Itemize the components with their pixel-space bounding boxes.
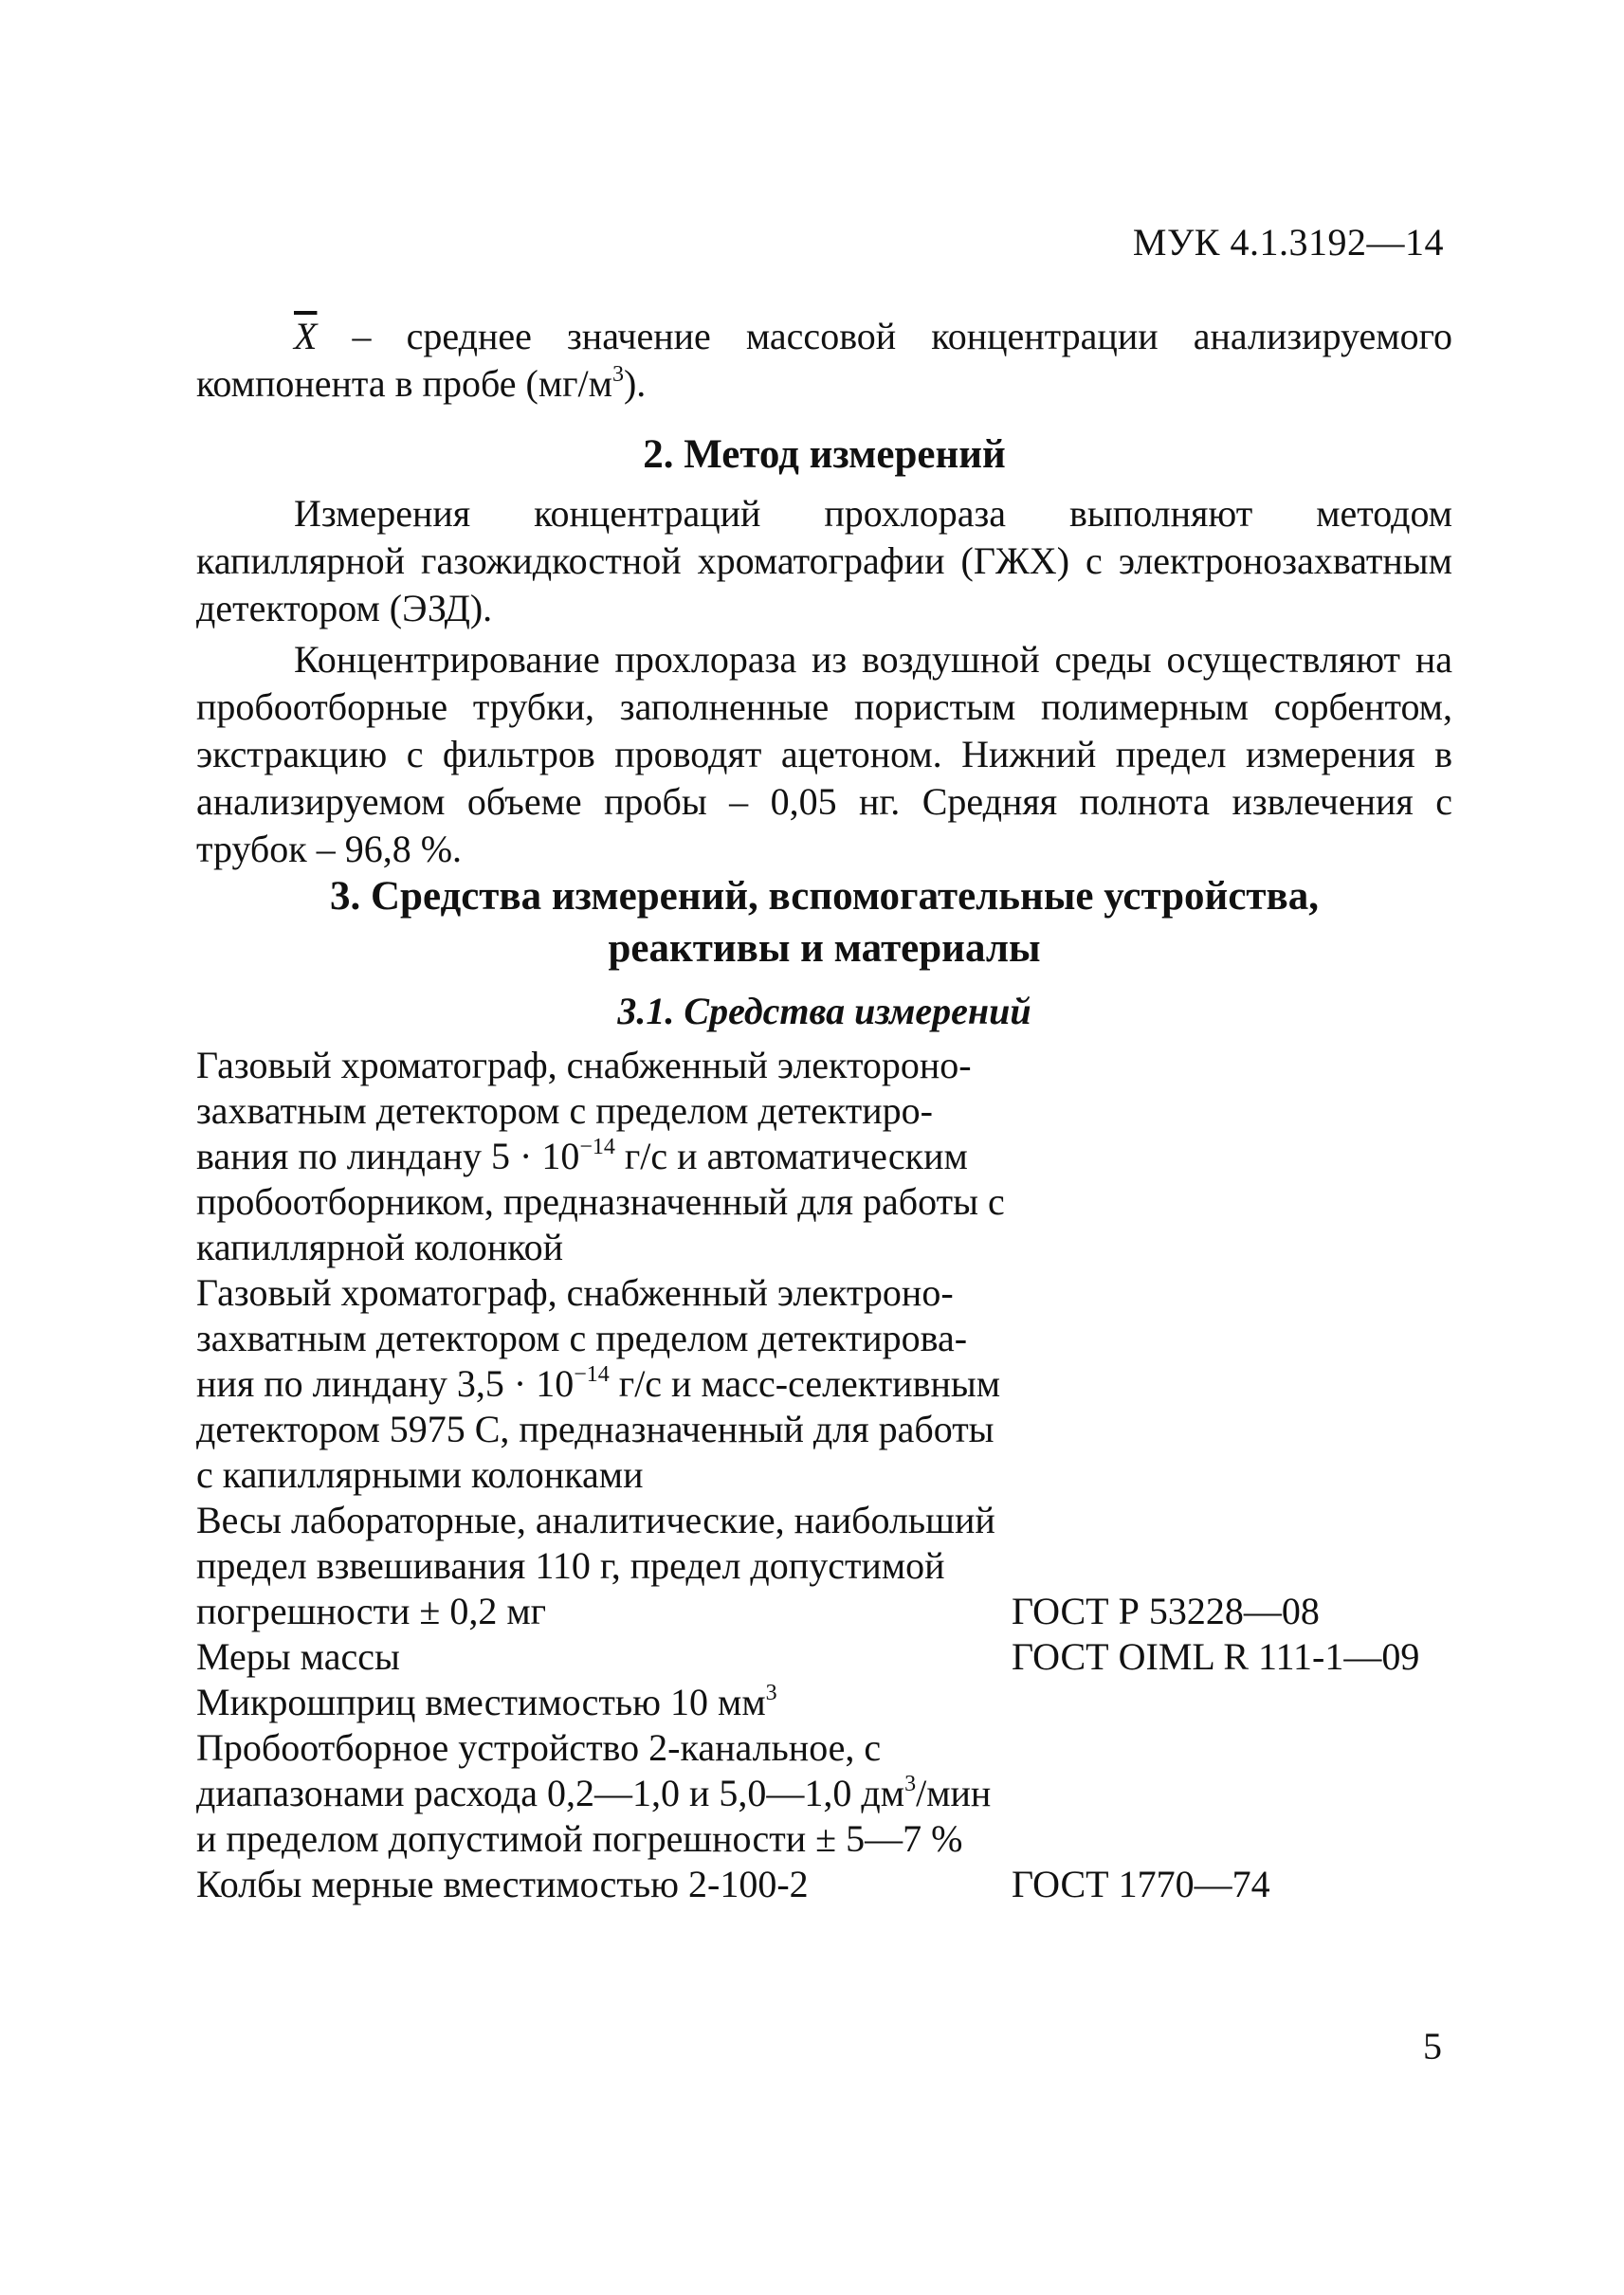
x-mean-symbol: $\overline{X}$	[294, 315, 318, 357]
list-item: Микрошприц вместимостью 10 $мм^3$	[196, 1681, 777, 1723]
list-item: Колбы мерные вместимостью 2-100-2 ГОСТ 1770—74	[196, 1863, 1270, 1905]
section-2-paragraph-1: Измерения концентраций прохлораза выполняют методом капиллярной газожидкостной хроматографии (ГЖХ) с электронозахватным детектором (ЭЗД).	[196, 492, 1452, 629]
list-item: Газовый хроматограф, снабженный электронозахватным детектором с пределом детектирования по линдану $3,5 \cdot 10^{-14}$ г/с и масс-селективным детектором 5975 С, предназначенный для работы с капиллярными колонками	[196, 1271, 1001, 1496]
intro-definition	[196, 313, 1452, 408]
list-item: Меры массы ГОСТ OIML R 111-1—09	[196, 1635, 1420, 1678]
standard-reference: ГОСТ 1770—74	[1012, 1863, 1270, 1905]
definition-paragraph: $\overline{X}$ – среднее значение массовой концентрации анализируемого компонента в пробе $(мг/м^3)$.	[196, 315, 1452, 405]
list-item: Пробоотборное устройство 2-канальное, с диапазонами расхода 0,2—1,0 и 5,0—1,0 $дм^3$/мин и пределом допустимой погрешности ± 5—7 %	[196, 1726, 992, 1860]
list-item: Газовый хроматограф, снабженный электоронозахватным детектором с пределом детектирования по линдану $5 \cdot 10^{-14}$ г/с и автоматическим пробоотборником, предназначенный для работы с капиллярной колонкой	[196, 1044, 1005, 1268]
document-code: МУК 4.1.3192—14	[1132, 221, 1444, 264]
list-item: Весы лабораторные, аналитические, наибольший предел взвешивания 110 г, предел допустимой погрешности ± 0,2 мг ГОСТ Р 53228—08	[196, 1499, 1320, 1632]
section-3-title: 3. Средства измерений, вспомогательные устройства, реактивы и материалы	[329, 874, 1320, 971]
instruments-list	[196, 1043, 1452, 1907]
section-2-title: 2. Метод измерений	[643, 432, 1006, 477]
section-2	[196, 431, 1452, 873]
page-number: 5	[1423, 2025, 1442, 2067]
section-3	[196, 870, 1452, 1035]
standard-reference: ГОСТ OIML R 111-1—09	[1012, 1635, 1420, 1678]
standard-reference: ГОСТ Р 53228—08	[1012, 1590, 1320, 1632]
section-2-paragraph-2: Концентрирование прохлораза из воздушной среды осуществляют на пробоотборные трубки, заполненные пористым полимерным сорбентом, экстракцию с фильтров проводят ацетоном. Нижний предел измерения в анализируемом объеме пробы – 0,05 нг. Средняя полнота извлечения с трубок – 96,8 %.	[196, 638, 1452, 870]
section-3-1-subtitle: 3.1. Средства измерений	[617, 990, 1031, 1032]
